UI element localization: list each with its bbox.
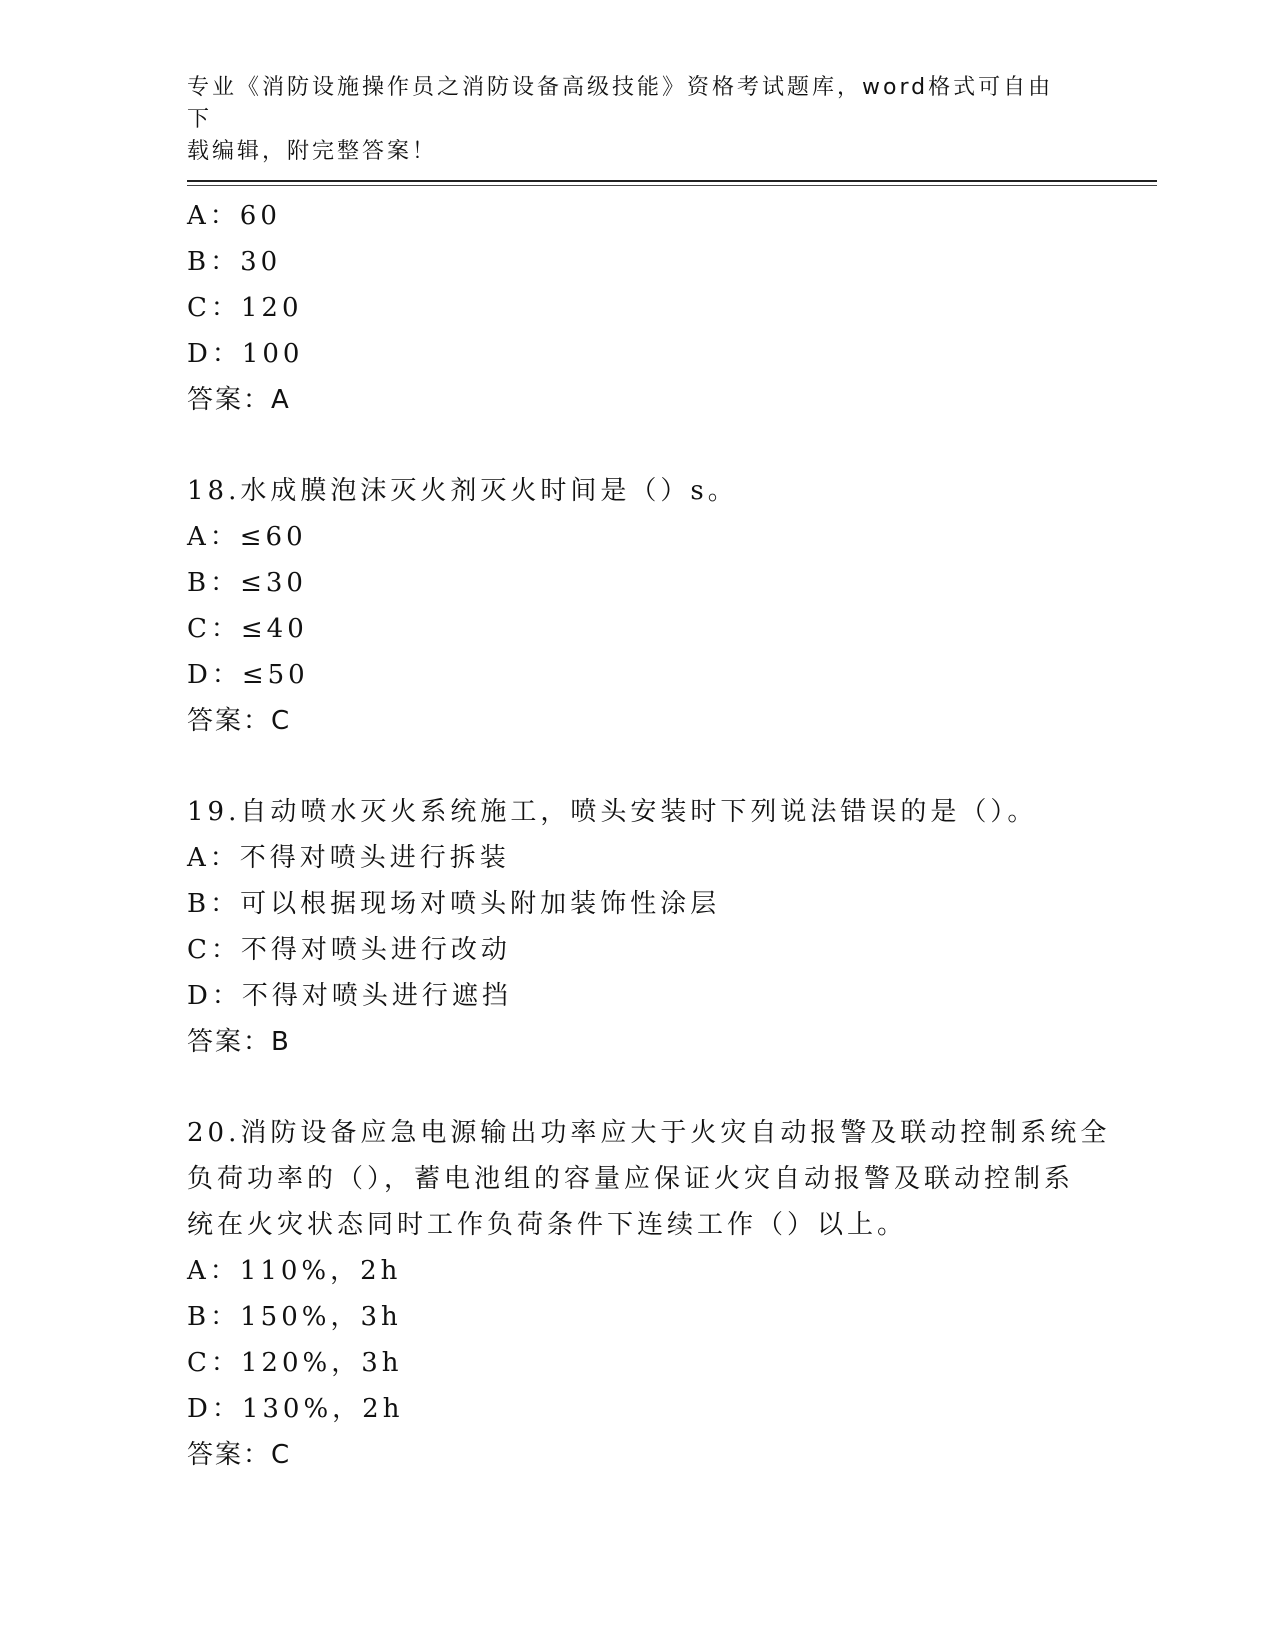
question-list bbox=[187, 193, 1111, 1478]
option-a: A：≤60 bbox=[187, 522, 307, 552]
answer: 答案：B bbox=[187, 1027, 291, 1057]
option-a: A：110%，2h bbox=[187, 1256, 402, 1286]
header-divider-thin bbox=[187, 185, 1157, 186]
option-c: C：≤40 bbox=[187, 614, 308, 644]
option-b: B：可以根据现场对喷头附加装饰性涂层 bbox=[187, 889, 721, 919]
question-stem: 19.自动喷水灭火系统施工，喷头安装时下列说法错误的是（）。 bbox=[187, 797, 1038, 827]
question-stem: 18.水成膜泡沫灭火剂灭火时间是（）s。 bbox=[187, 476, 738, 506]
option-d: D：100 bbox=[187, 339, 304, 369]
question-stem-line: 统在火灾状态同时工作负荷条件下连续工作（）以上。 bbox=[187, 1210, 908, 1240]
question-stem-line: 负荷功率的（），蓄电池组的容量应保证火灾自动报警及联动控制系 bbox=[187, 1164, 1075, 1194]
option-c: C：120 bbox=[187, 293, 303, 323]
option-d: D：130%，2h bbox=[187, 1394, 404, 1424]
question-block bbox=[187, 789, 1087, 1065]
header-line-1: 专业《消防设施操作员之消防设备高级技能》资格考试题库，word格式可自由下 bbox=[187, 75, 1054, 132]
question-block bbox=[187, 193, 1087, 423]
answer: 答案：C bbox=[187, 1440, 292, 1470]
question-block bbox=[187, 468, 1087, 744]
option-b: B：30 bbox=[187, 247, 282, 277]
option-b: B：≤30 bbox=[187, 568, 307, 598]
option-d: D：不得对喷头进行遮挡 bbox=[187, 981, 512, 1011]
header-line-2: 载编辑，附完整答案！ bbox=[187, 139, 438, 164]
option-c: C：不得对喷头进行改动 bbox=[187, 935, 511, 965]
option-a: A：60 bbox=[187, 201, 281, 231]
option-d: D：≤50 bbox=[187, 660, 309, 690]
answer: 答案：A bbox=[187, 385, 291, 415]
header-divider-thick bbox=[187, 180, 1157, 182]
page-header bbox=[187, 72, 1067, 168]
option-a: A：不得对喷头进行拆装 bbox=[187, 843, 510, 873]
option-c: C：120%，3h bbox=[187, 1348, 403, 1378]
answer: 答案：C bbox=[187, 706, 292, 736]
option-b: B：150%，3h bbox=[187, 1302, 402, 1332]
question-stem-line: 20.消防设备应急电源输出功率应大于火灾自动报警及联动控制系统全 bbox=[187, 1118, 1111, 1148]
question-block bbox=[187, 1110, 1111, 1478]
